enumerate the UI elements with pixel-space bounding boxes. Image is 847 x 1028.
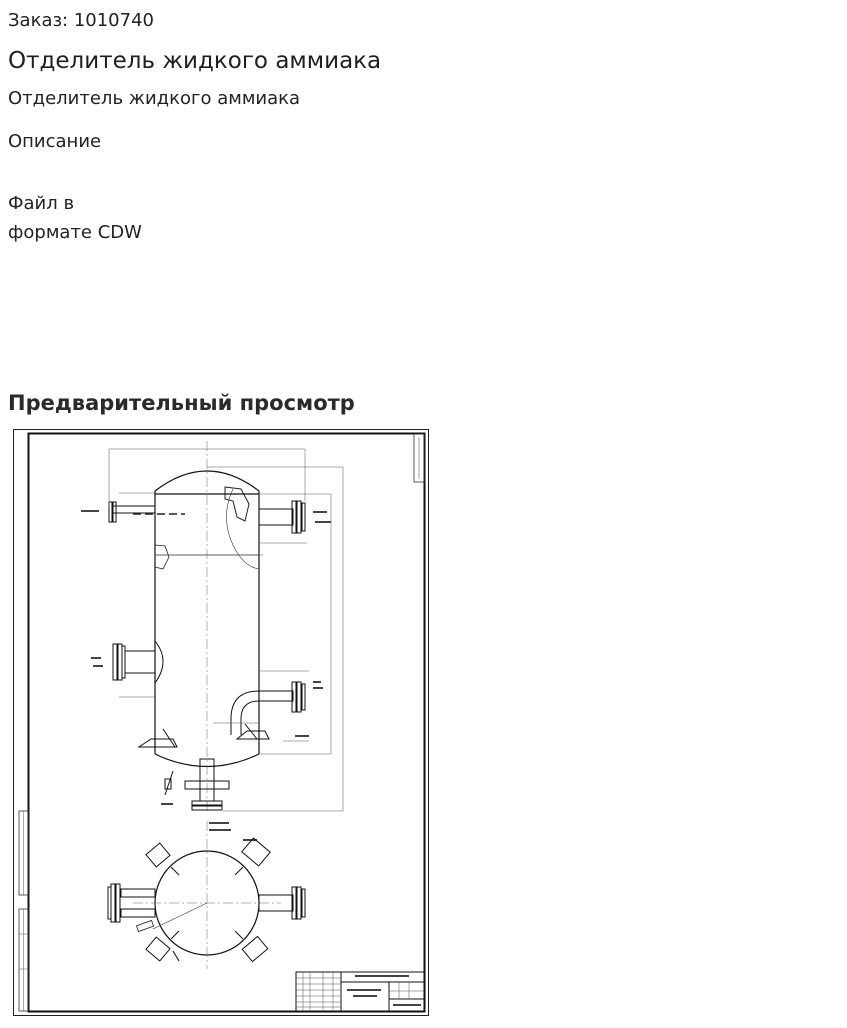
file-format-line-1: Файл в [8, 193, 75, 214]
drawing-preview-image[interactable] [13, 429, 429, 1016]
page-title: Отделитель жидкого аммиака [8, 48, 382, 74]
preview-heading: Предварительный просмотр [8, 391, 355, 415]
order-number: Заказ: 1010740 [8, 10, 154, 31]
description-label: Описание [8, 131, 102, 152]
product-subtitle: Отделитель жидкого аммиака [8, 88, 301, 109]
technical-drawing [13, 429, 429, 1016]
file-format-line-2: формате CDW [8, 222, 142, 243]
